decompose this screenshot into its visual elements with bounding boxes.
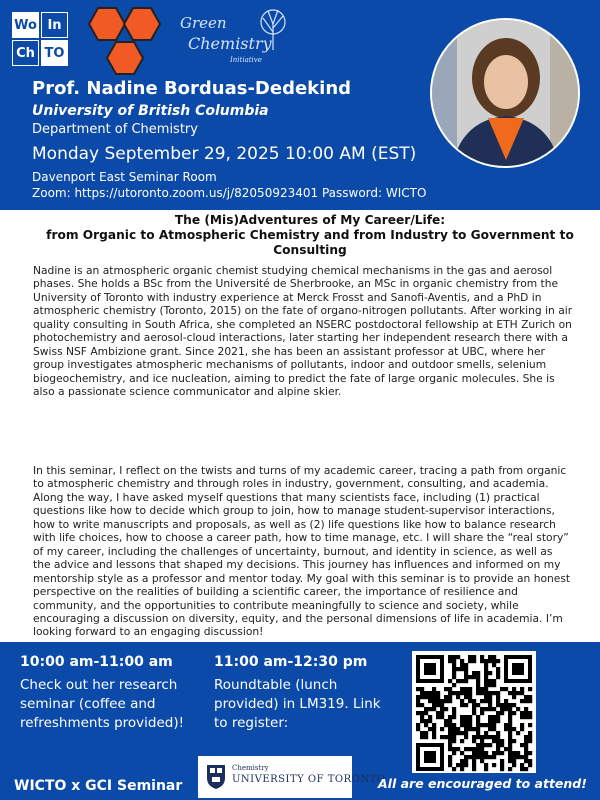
hexagon-logo-icon [88, 2, 183, 80]
logo-cell: In [41, 12, 68, 38]
talk-title [30, 213, 590, 258]
logo-cell: Wo [12, 12, 39, 38]
speaker-bio: Nadine is an atmospheric organic chemist studying chemical mechanisms in the gas and aerosol phases. She holds a BSc from the Université de Sherbrooke, an MSc in organic chemistry from the University of Toronto with industry experience at Merck Frosst and Sanofi-Aventis, and a PhD in atmospheric chemistry (Toronto, 2015) on the fate of organo-nitrogen pollutants. After working in air quality consulting in South Africa, she completed an NSERC postdoctoral fellowship at ETH Zurich on photochemistry and aerosol-cloud interactions, later starting her independent research there with a Swiss NSF Ambizione grant. Since 2021, she has been an assistant professor at UBC, where her group investigates atmospheric mechanisms of pollutants, indoor and outdoor smells, selenium biogeochemistry, and ice nucleation, aiming to predict the fate of large organic molecules. She is also a passionate science communicator and alpine skier. [33, 264, 573, 399]
seminar-description: Check out her research seminar (coffee and refreshments provided)! [20, 677, 185, 731]
speaker-name: Prof. Nadine Borduas-Dedekind [32, 78, 352, 99]
registration-qr-code[interactable] [412, 651, 536, 773]
talk-title-line: from Organic to Atmospheric Chemistry and from Industry to Government to Consulting [46, 228, 574, 257]
speaker-university: University of British Columbia [32, 103, 269, 119]
logo-word: Green [180, 14, 227, 32]
logo-word: Chemistry [188, 34, 272, 53]
seminar-abstract: In this seminar, I reflect on the twists and turns of my academic career, tracing a path from organic to atmospheric chemistry and through roles in industry, government, consulting, and academia. Along the way, I have asked myself questions that many scientists face, including (1) practical questions like how to decide which group to join, how to manage student-supervisor interactions, how to write manuscripts and proposals, as well as (2) life questions like how to balance research with life choices, how to choose a career path, how to time manage, etc. I will share the “real story” of my career, including the challenges of uncertainty, burnout, and identity in science, as well as the advice and lessons that shaped my decisions. This journey has influences and informed on my mentorship style as a professor and mentor today. My goal with this seminar is to provide an honest perspective on the realities of building a scientific career, the importance of resilience and community, and the opportunities to contribute meaningfully to science and society, while encouraging a discussion on diversity, equity, and the personal dimensions of life in academia. I’m looking forward to an engaging discussion! [33, 464, 571, 639]
roundtable-description: Roundtable (lunch provided) in LM319. Link to register: [214, 677, 381, 731]
wicto-logo [12, 12, 70, 68]
green-chemistry-logo [178, 8, 288, 72]
uoft-department-label: Chemistry [232, 764, 269, 772]
event-datetime: Monday September 29, 2025 10:00 AM (EST) [32, 144, 417, 164]
speaker-portrait-icon [432, 20, 578, 166]
speaker-department: Department of Chemistry [32, 122, 198, 137]
event-room: Davenport East Seminar Room [32, 170, 217, 184]
logo-cell: Ch [12, 40, 39, 66]
uoft-chemistry-logo [198, 756, 386, 798]
zoom-link[interactable]: Zoom: https://utoronto.zoom.us/j/82050923401 Password: WICTO [32, 186, 427, 200]
header-banner [0, 0, 600, 210]
seminar-time: 10:00 am-11:00 am [20, 654, 173, 670]
uoft-name: UNIVERSITY OF TORONTO [232, 774, 386, 785]
seminar-series-name: WICTO x GCI Seminar [14, 778, 183, 794]
speaker-photo [430, 18, 580, 168]
logo-word: Initiative [230, 56, 262, 64]
tree-icon [258, 8, 288, 50]
footer-banner [0, 642, 600, 800]
talk-title-line: The (Mis)Adventures of My Career/Life: [174, 213, 446, 227]
logo-cell: TO [41, 40, 68, 66]
roundtable-time: 11:00 am-12:30 pm [214, 654, 368, 670]
attendance-note: All are encouraged to attend! [378, 776, 587, 791]
uoft-crest-icon [206, 764, 226, 790]
